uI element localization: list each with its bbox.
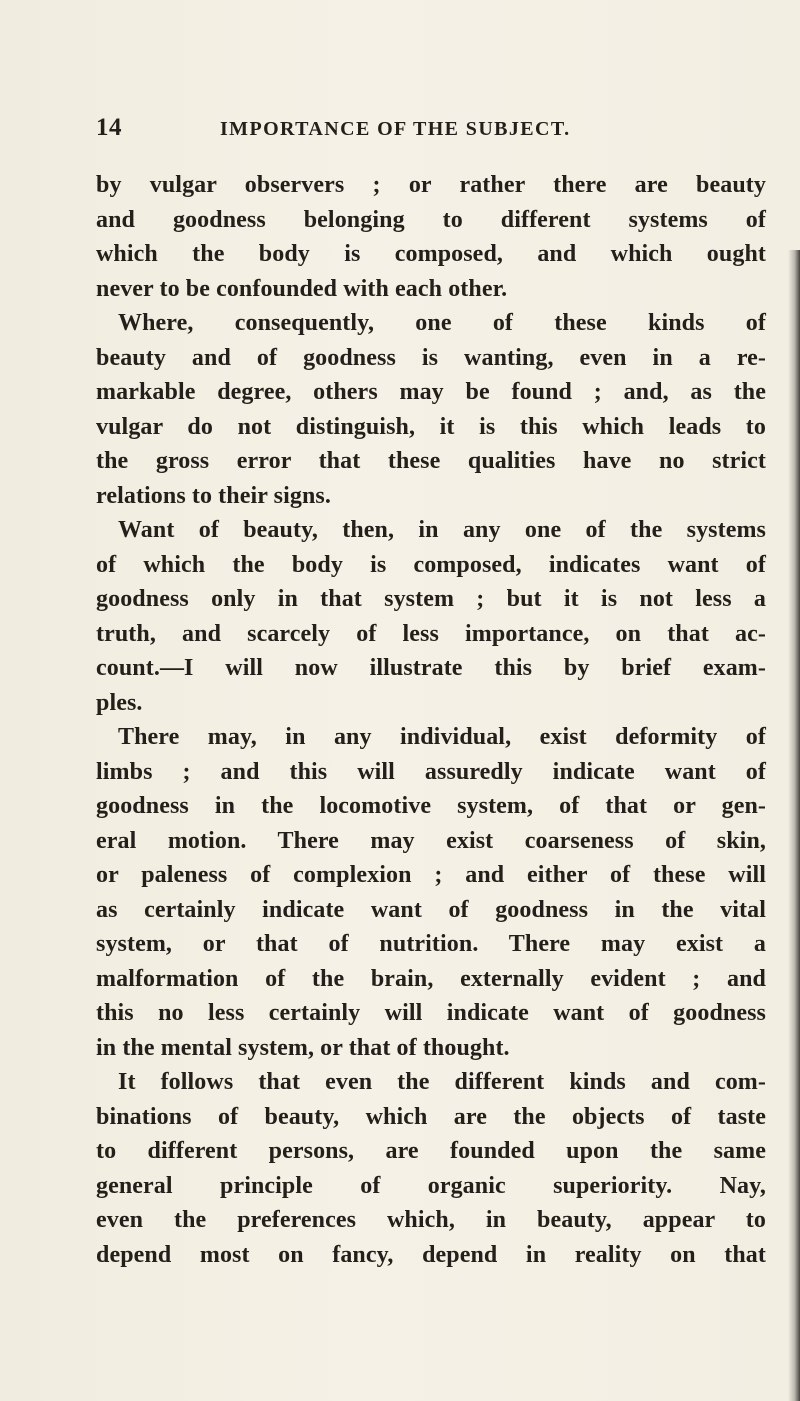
text-line: by vulgar observers ; or rather there are beauty — [96, 172, 766, 198]
paragraph-start: It follows that even the different kinds and com- — [118, 1069, 766, 1095]
page-header — [96, 112, 736, 152]
text-line: goodness in the locomotive system, of that or gen- — [96, 793, 766, 819]
text-line: and goodness belonging to different systems of — [96, 206, 766, 233]
text-line: general principle of organic superiority. Nay, — [96, 1172, 766, 1199]
text-line: to different persons, are founded upon the same — [96, 1138, 766, 1164]
text-line: binations of beauty, which are the objects of taste — [96, 1103, 766, 1130]
text-line: even the preferences which, in beauty, appear to — [96, 1207, 766, 1233]
page-number: 14 — [96, 114, 122, 141]
text-line: ples. — [96, 689, 143, 716]
text-line: or paleness of complexion ; and either of these will — [96, 862, 766, 888]
running-head: IMPORTANCE OF THE SUBJECT. — [220, 118, 571, 140]
text-line: never to be confounded with each other. — [96, 275, 508, 302]
text-line: this no less certainly will indicate want of goodness — [96, 1000, 766, 1026]
text-line: system, or that of nutrition. There may exist a — [96, 931, 766, 957]
text-line: eral motion. There may exist coarseness of skin, — [96, 827, 766, 854]
text-line: malformation of the brain, externally evident ; and — [96, 965, 766, 992]
paragraph-start: Want of beauty, then, in any one of the systems — [118, 517, 766, 543]
text-line: markable degree, others may be found ; and, as the — [96, 379, 766, 405]
body-text — [96, 168, 766, 1272]
text-line: the gross error that these qualities have no strict — [96, 448, 766, 474]
page-edge-shadow — [788, 250, 800, 1401]
paragraph-start: Where, consequently, one of these kinds of — [118, 310, 766, 336]
text-line: truth, and scarcely of less importance, on that ac- — [96, 620, 766, 647]
text-line: limbs ; and this will assuredly indicate want of — [96, 758, 766, 785]
text-line: which the body is composed, and which ought — [96, 241, 766, 267]
paragraph-start: There may, in any individual, exist deformity of — [118, 724, 766, 750]
text-line: as certainly indicate want of goodness in the vital — [96, 896, 766, 923]
text-line: depend most on fancy, depend in reality on that — [96, 1241, 766, 1268]
text-line: in the mental system, or that of thought. — [96, 1034, 510, 1061]
text-line: vulgar do not distinguish, it is this which leads to — [96, 413, 766, 440]
text-line: relations to their signs. — [96, 482, 331, 509]
text-line: count.—I will now illustrate this by brief exam- — [96, 655, 766, 681]
text-line: of which the body is composed, indicates want of — [96, 551, 766, 578]
text-line: beauty and of goodness is wanting, even in a re- — [96, 344, 766, 371]
text-line: goodness only in that system ; but it is not less a — [96, 586, 766, 612]
